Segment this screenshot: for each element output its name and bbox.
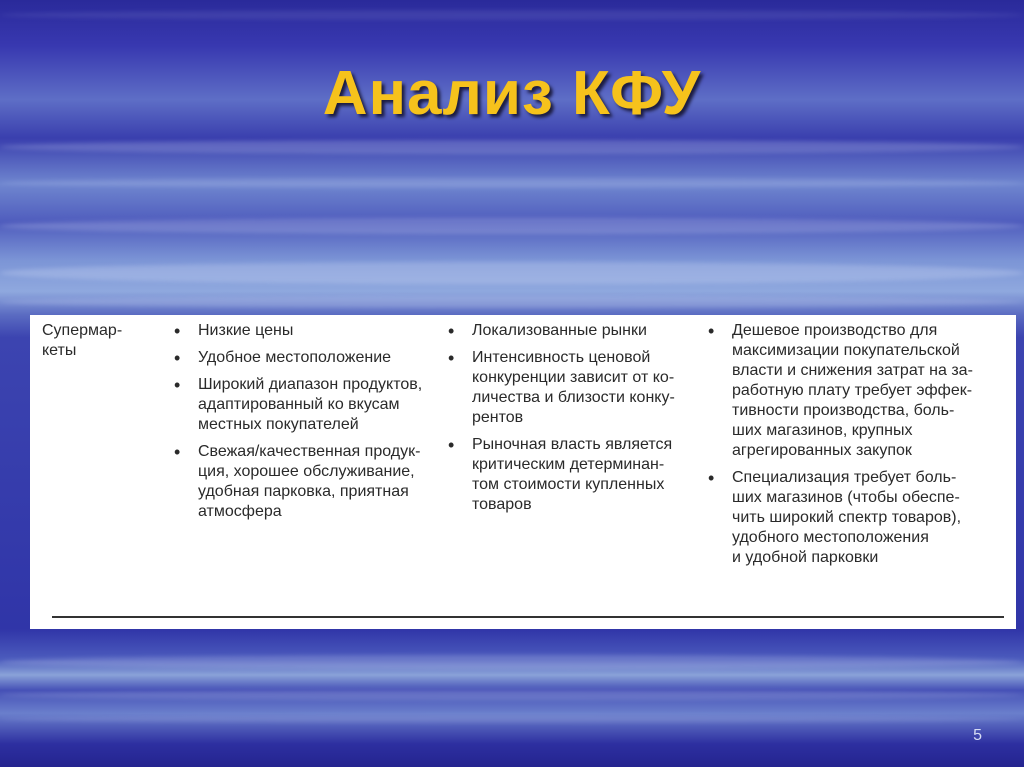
list-item: • Рыночная власть является критическим детерминан- том стоимости купленных товаров xyxy=(442,435,702,515)
light-streak xyxy=(0,10,1024,20)
list-item: • Удобное местоположение xyxy=(168,348,438,368)
list-item: • Свежая/качественная продук- ция, хорошее обслуживание, удобная парковка, приятная атмосфера xyxy=(168,442,438,522)
list-item: • Интенсивность ценовой конкуренции зависит от ко- личества и близости конку- рентов xyxy=(442,348,702,428)
list-item: • Низкие цены xyxy=(168,321,438,341)
slide-title: Анализ КФУ xyxy=(322,59,702,128)
list-item: • Дешевое производство для максимизации покупательской власти и снижения затрат на за- работную плату требует эффек- тивности производства, боль- ших магазинов, крупных агрегированных закупок xyxy=(702,321,1002,461)
light-streak xyxy=(0,655,1024,669)
segment-label: Супермар- кеты xyxy=(42,322,123,359)
light-streak xyxy=(0,218,1024,234)
page-number: 5 xyxy=(973,727,982,744)
list-item: • Локализованные рынки xyxy=(442,321,702,341)
column-2 xyxy=(442,321,702,522)
list-item: • Широкий диапазон продуктов, адаптированный ко вкусам местных покупателей xyxy=(168,375,438,435)
column-3 xyxy=(702,321,1002,575)
column-1 xyxy=(168,321,438,529)
light-streak xyxy=(0,690,1024,700)
list-item: • Специализация требует боль- ших магазинов (чтобы обеспе- чить широкий спектр товаров), удобного местоположения и удобной парковки xyxy=(702,468,1002,568)
light-streak xyxy=(0,715,1024,723)
light-streak xyxy=(0,178,1024,188)
light-streak xyxy=(0,296,1024,308)
light-streak xyxy=(0,262,1024,284)
table-image-panel xyxy=(30,315,1016,629)
table-bottom-rule xyxy=(52,616,1004,618)
light-streak xyxy=(0,140,1024,154)
